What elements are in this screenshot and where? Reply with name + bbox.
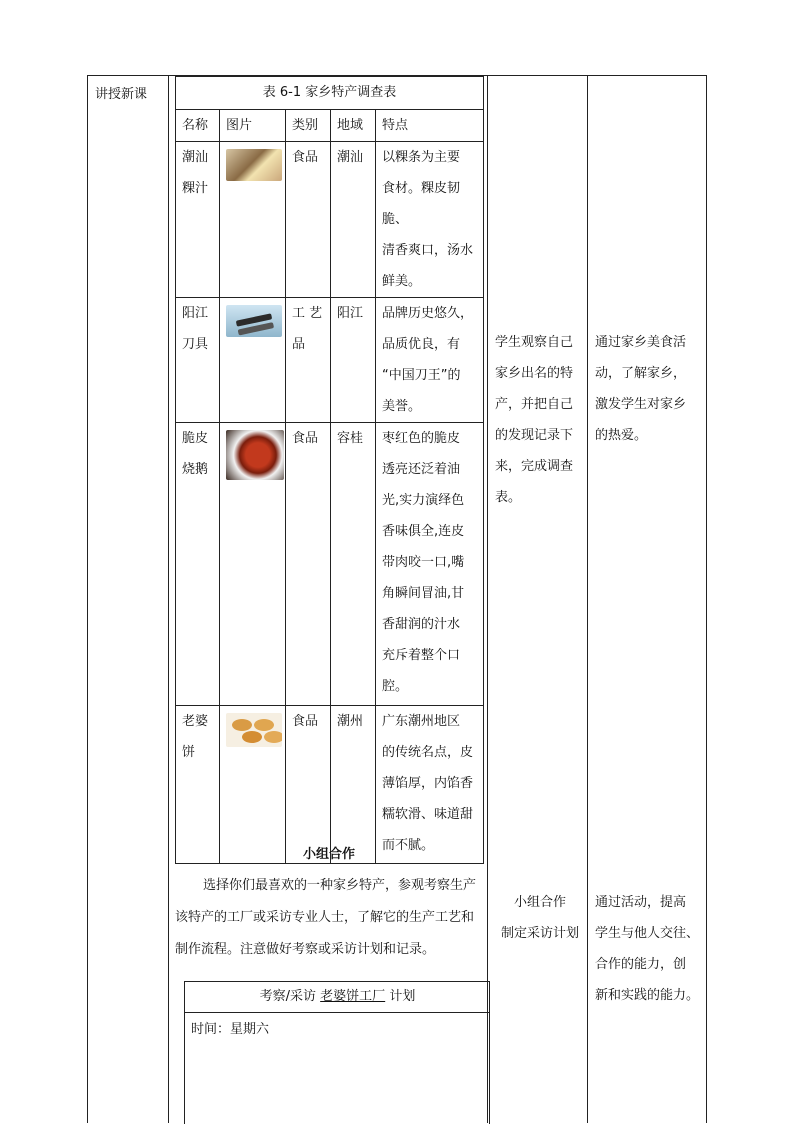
table-row bbox=[176, 142, 484, 298]
cell-image bbox=[220, 298, 286, 423]
roast-goose-photo bbox=[226, 430, 284, 480]
plan-time: 时间：星期六 bbox=[191, 1022, 270, 1037]
cell-image bbox=[220, 423, 286, 706]
header-name: 名称 bbox=[176, 110, 220, 142]
cell-category: 食品 bbox=[286, 423, 331, 706]
header-category: 类别 bbox=[286, 110, 331, 142]
cell-region: 阳江 bbox=[331, 298, 376, 423]
cell-category: 食品 bbox=[286, 706, 331, 864]
header-image: 图片 bbox=[220, 110, 286, 142]
plan-subject: 老婆饼工厂 bbox=[320, 989, 386, 1004]
student-activity-1: 学生观察自己 家乡出名的特 产，并把自己 的发现记录下 来，完成调查 表。 bbox=[495, 335, 574, 505]
frame-divider-1 bbox=[168, 75, 169, 1123]
visit-plan-box bbox=[184, 981, 490, 1124]
cell-region: 容桂 bbox=[331, 423, 376, 706]
header-region: 地域 bbox=[331, 110, 376, 142]
survey-table bbox=[175, 76, 484, 864]
group-work-paragraph: 选择你们最喜欢的一种家乡特产，参观考察生产该特产的工厂或采访专业人士，了解它的生产工艺和制作流程。注意做好考察或采访计划和记录。 bbox=[175, 878, 477, 957]
section-label: 讲授新课 bbox=[95, 87, 148, 102]
frame-left-border bbox=[87, 75, 88, 1123]
header-feature: 特点 bbox=[376, 110, 484, 142]
table-row bbox=[176, 706, 484, 864]
cell-category: 工 艺 品 bbox=[286, 298, 331, 423]
cell-feature: 枣红色的脆皮 透亮还泛着油 光,实力演绎色 香味俱全,连皮 带肉咬一口,嘴 角瞬间冒油,甘 香甜润的汁水 充斥着整个口 腔。 bbox=[376, 423, 484, 706]
cell-feature: 广东潮州地区 的传统名点，皮 薄馅厚，内馅香 糯软滑、味道甜 而不腻。 bbox=[376, 706, 484, 864]
cell-name: 阳江 刀具 bbox=[176, 298, 220, 423]
cell-region: 潮汕 bbox=[331, 142, 376, 298]
cell-image bbox=[220, 142, 286, 298]
cell-name: 潮汕 粿汁 bbox=[176, 142, 220, 298]
knife-set-photo bbox=[226, 305, 282, 337]
cell-feature: 以粿条为主要 食材。粿皮韧脆、 清香爽口，汤水 鲜美。 bbox=[376, 142, 484, 298]
design-intent-1: 通过家乡美食活 动，了解家乡， 激发学生对家乡 的热爱。 bbox=[595, 335, 687, 443]
table-row bbox=[176, 298, 484, 423]
group-work-title: 小组合作 bbox=[302, 847, 355, 862]
cell-category: 食品 bbox=[286, 142, 331, 298]
design-intent-2: 通过活动，提高 学生与他人交往、 合作的能力，创 新和实践的能力。 bbox=[595, 895, 700, 1003]
cell-feature: 品牌历史悠久， 品质优良，有 “中国刀王”的 美誉。 bbox=[376, 298, 484, 423]
cell-image bbox=[220, 706, 286, 864]
survey-header-row bbox=[176, 110, 484, 142]
frame-divider-2 bbox=[487, 75, 488, 1123]
frame-divider-3 bbox=[587, 75, 588, 1123]
table-row bbox=[176, 423, 484, 706]
student-activity-2: 小组合作 制定采访计划 bbox=[500, 895, 579, 941]
plan-title: 考察/采访 老婆饼工厂 计划 bbox=[185, 982, 490, 1013]
survey-caption: 表 6-1 家乡特产调查表 bbox=[176, 77, 484, 110]
kuozhi-photo bbox=[226, 149, 282, 181]
cell-name: 老婆 饼 bbox=[176, 706, 220, 864]
wife-cake-photo bbox=[226, 713, 282, 747]
frame-right-border bbox=[706, 75, 707, 1123]
cell-name: 脆皮 烧鹅 bbox=[176, 423, 220, 706]
plan-right-border bbox=[489, 982, 490, 1124]
cell-region: 潮州 bbox=[331, 706, 376, 864]
